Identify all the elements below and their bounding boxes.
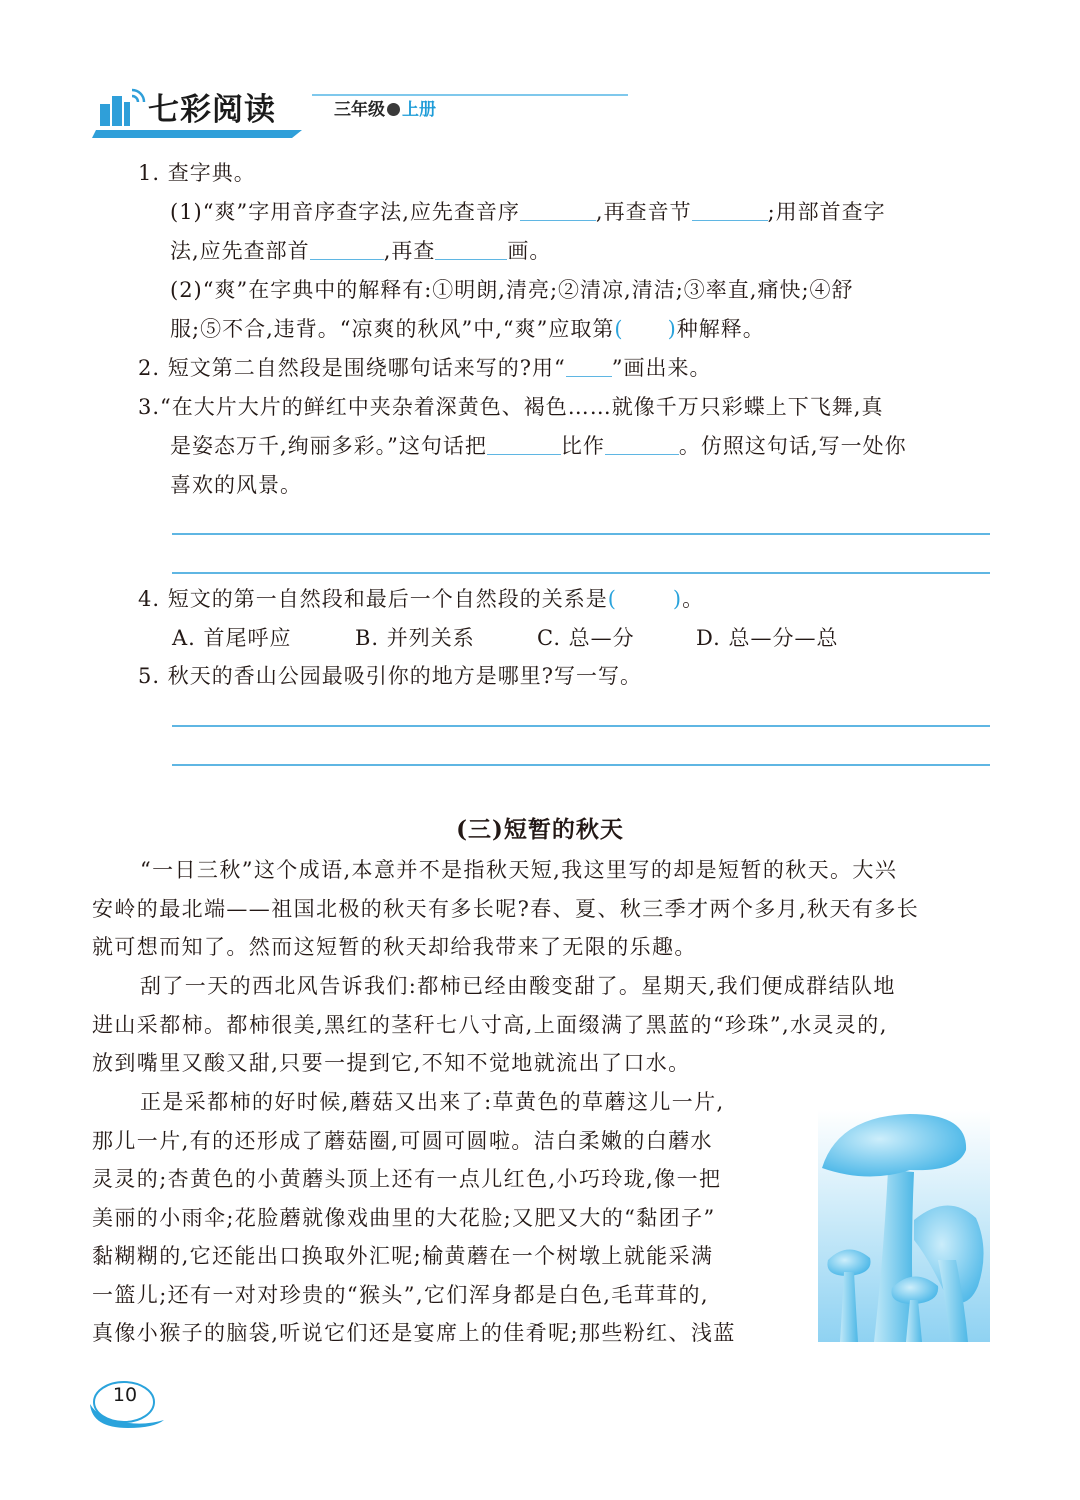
para3-line: 灵灵的;杏黄色的小黄蘑头顶上还有一点儿红色,小巧玲珑,像一把	[92, 1167, 722, 1191]
section-title: (三)短暂的秋天	[456, 816, 624, 843]
q3-line3: 喜欢的风景。	[170, 473, 302, 497]
underline-sample	[566, 350, 612, 377]
q5-text: 5. 秋天的香山公园最吸引你的地方是哪里?写一写。	[138, 664, 642, 688]
answer-blank[interactable]	[310, 233, 384, 260]
q2-text: 2. 短文第二自然段是围绕哪句话来写的?用“ ”画出来。	[138, 349, 711, 388]
para3-line: 真像小猴子的脑袋,听说它们还是宴席上的佳肴呢;那些粉红、浅蓝	[92, 1321, 736, 1345]
para1-line: 安岭的最北端——祖国北极的秋天有多长呢?春、夏、秋三季才两个多月,秋天有多长	[92, 897, 920, 921]
para3-line: 黏糊糊的,它还能出口换取外汇呢;榆黄蘑在一个树墩上就能采满	[92, 1244, 714, 1268]
para3-line: 那儿一片,有的还形成了蘑菇圈,可圆可圆啦。洁白柔嫩的白蘑水	[92, 1129, 713, 1153]
q3-line1: 3.“在大片大片的鲜红中夹杂着深黄色、褐色……就像千万只彩蝶上下飞舞,真	[138, 395, 884, 419]
answer-blank[interactable]	[692, 194, 768, 221]
q4-option-c[interactable]: C. 总—分	[537, 626, 635, 650]
answer-blank[interactable]	[487, 428, 561, 455]
q1-p1-line1: (1)“爽”字用音序查字法,应先查音序 ,再查音节 ;用部首查字	[170, 193, 886, 232]
para3-line: 一篮儿;还有一对对珍贵的“猴头”,它们浑身都是白色,毛茸茸的,	[92, 1283, 709, 1307]
page-number: 10	[112, 1384, 138, 1406]
q4-text: 4. 短文的第一自然段和最后一个自然段的关系是( )。	[138, 587, 705, 611]
q1-p2-line1: (2)“爽”在字典中的解释有:①明朗,清亮;②清凉,清洁;③率直,痛快;④舒	[170, 278, 854, 302]
para1-line: 就可想而知了。然而这短暂的秋天却给我带来了无限的乐趣。	[92, 935, 697, 959]
q4-option-a[interactable]: A. 首尾呼应	[172, 626, 292, 650]
writing-line[interactable]	[172, 533, 990, 535]
para3-line: 正是采都柿的好时候,蘑菇又出来了:草黄色的草蘑这儿一片,	[140, 1090, 725, 1114]
q1-p2-line2: 服;⑤不合,违背。“凉爽的秋风”中,“爽”应取第( )种解释。	[170, 317, 765, 341]
dot-icon	[387, 103, 400, 116]
para2-line: 放到嘴里又酸又甜,只要一提到它,不知不觉地就流出了口水。	[92, 1051, 691, 1075]
q1-title: 1. 查字典。	[138, 161, 256, 185]
header-rule	[312, 94, 628, 96]
answer-paren[interactable]: ( )	[607, 587, 683, 611]
q4-option-b[interactable]: B. 并列关系	[355, 626, 475, 650]
answer-blank[interactable]	[435, 233, 507, 260]
answer-paren[interactable]: ( )	[614, 317, 677, 341]
mushroom-illustration	[818, 1110, 990, 1342]
para2-line: 进山采都柿。都柿很美,黑红的茎秆七八寸高,上面缀满了黑蓝的“珍珠”,水灵灵的,	[92, 1013, 888, 1037]
grade-text: 三年级	[334, 100, 385, 120]
writing-line[interactable]	[172, 725, 990, 727]
q1-p1-line2: 法,应先查部首 ,再查 画。	[170, 232, 551, 271]
answer-blank[interactable]	[605, 428, 679, 455]
writing-line[interactable]	[172, 764, 990, 766]
answer-blank[interactable]	[520, 194, 596, 221]
q3-line2: 是姿态万千,绚丽多彩。”这句话把 比作 。仿照这句话,写一处你	[170, 427, 907, 466]
grade-label	[334, 98, 436, 122]
para3-line: 美丽的小雨伞;花脸蘑就像戏曲里的大花脸;又肥又大的“黏团子”	[92, 1206, 716, 1230]
book-title: 七彩阅读	[148, 92, 276, 128]
q4-option-d[interactable]: D. 总—分—总	[696, 626, 839, 650]
writing-line[interactable]	[172, 572, 990, 574]
para1-line: “一日三秋”这个成语,本意并不是指秋天短,我这里写的却是短暂的秋天。大兴	[140, 858, 898, 882]
para2-line: 刮了一天的西北风告诉我们:都柿已经由酸变甜了。星期天,我们便成群结队地	[140, 974, 896, 998]
volume-text: 上册	[402, 100, 436, 120]
